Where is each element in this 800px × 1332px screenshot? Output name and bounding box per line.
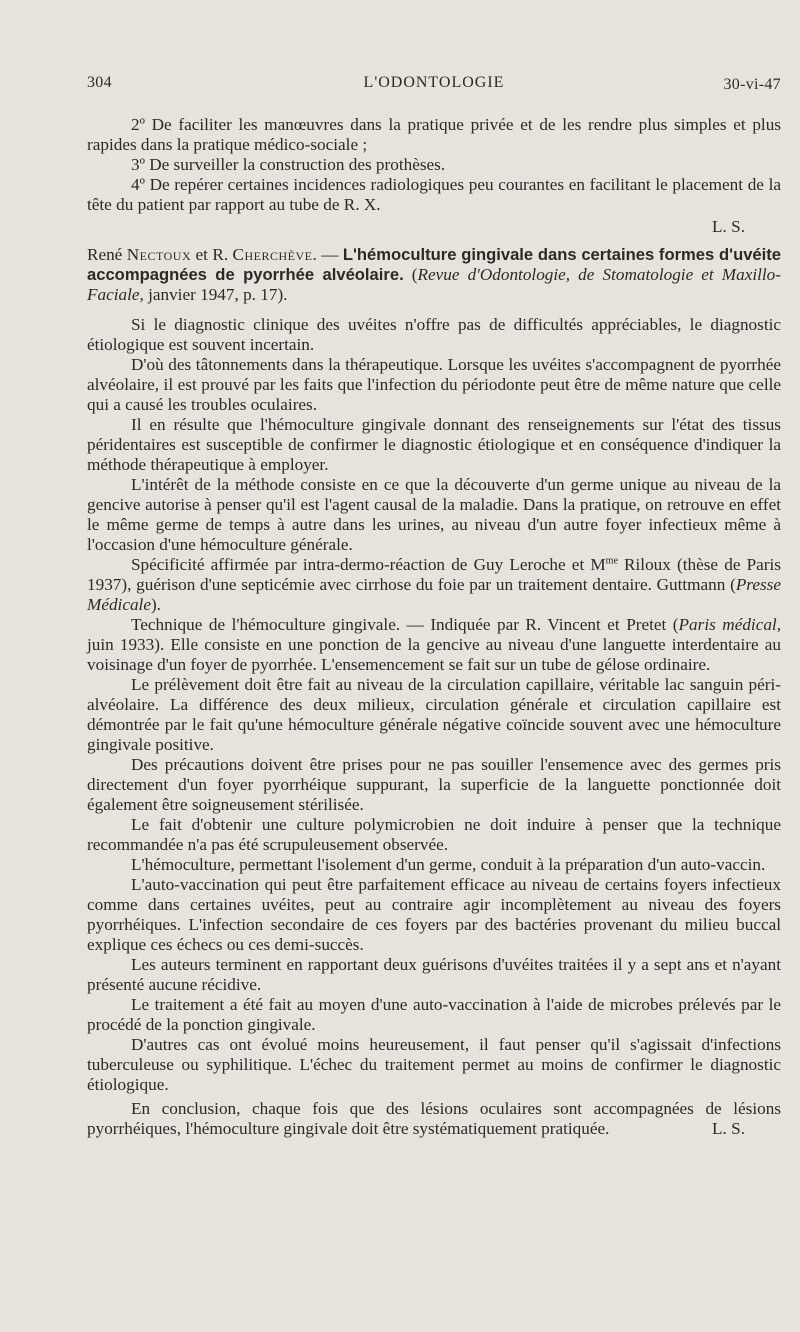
- article-title: L'hémoculture gingivale dans certaines formes d'uvéite accompagnées de pyorrhée alvéolaire.: [87, 245, 782, 284]
- paragraph: L'hémoculture, permettant l'isolement d'un germe, conduit à la préparation d'un auto-vaccin.: [131, 855, 766, 874]
- p5-part-b: Riloux (thèse de Paris 1937), guérison d'une septicémie avec cirrhose du foie par un traitement dentaire. Guttmann (: [87, 555, 781, 594]
- paragraph: Les auteurs terminent en rapportant deux guérisons d'uvéites traitées il y a sept ans et n'ayant présenté aucune récidive.: [87, 955, 781, 994]
- paragraph: Des précautions doivent être prises pour ne pas souiller l'ensemence avec des germes pris directement d'un foyer pyorrhéique suppurant, la superficie de la languette ponctionnée doit également être soigneusement stérilisée.: [87, 755, 781, 814]
- paragraph: L'auto-vaccination qui peut être parfaitement efficace au niveau de certains foyers infectieux comme dans certaines uvéites, peut au contraire agir incomplètement au niveau des foyers pyorrhéiques. L'infection secondaire de ces foyers par des bactéries provenant du milieu buccal explique ces échecs ou ces demi-succès.: [87, 875, 781, 954]
- source-open: (: [403, 265, 418, 284]
- paragraph: Le prélèvement doit être fait au niveau de la circulation capillaire, véritable lac sanguin péri-alvéolaire. La différence des deux milieux, circulation générale et circulation capillaire est démontrée par le fait qu'une hémoculture générale négative coïncide souvent avec une hémoculture gingivale positive.: [87, 675, 781, 754]
- author-initials: L. S.: [712, 217, 745, 236]
- citation-separator: . —: [312, 245, 343, 264]
- p6-part-a: Technique de l'hémoculture gingivale. — Indiquée par R. Vincent et Pretet (: [131, 615, 679, 634]
- p6-italic-source: Paris médical,: [678, 615, 781, 634]
- author1-last: Nectoux: [126, 245, 192, 264]
- p5-superscript: me: [605, 555, 618, 567]
- paragraph: D'autres cas ont évolué moins heureusement, il faut penser qu'il s'agissait d'infections tuberculeuse ou syphilitique. L'échec du traitement permet au moins de confirmer le diagnostic étiologique.: [87, 1035, 781, 1094]
- journal-title: L'ODONTOLOGIE: [363, 74, 505, 91]
- author-connector: et: [195, 245, 208, 264]
- paragraph: Si le diagnostic clinique des uvéites n'offre pas de difficultés appréciables, le diagnostic étiologique est souvent incertain.: [87, 315, 781, 354]
- author1-first: René: [87, 245, 123, 264]
- p5-part-c: ).: [150, 595, 161, 614]
- author2-first: R.: [212, 245, 229, 264]
- author-initials: L. S.: [712, 1119, 745, 1138]
- paragraph: [87, 555, 781, 615]
- paragraph: [87, 1099, 781, 1139]
- paragraph: [87, 615, 781, 675]
- review-citation: [87, 245, 781, 305]
- source-details: janvier 1947, p. 17).: [143, 285, 288, 304]
- p5-italic-source: Presse Médicale: [87, 575, 781, 614]
- paragraph: L'intérêt de la méthode consiste en ce que la découverte d'un germe unique au niveau de la gencive autorise à penser qu'il est l'agent causal de la maladie. Dans la pratique, on retrouve en effet le même germe de temps à autre dans les urines, au niveau d'un autre foyer infectieux même à l'occasion d'une hémoculture générale.: [87, 475, 781, 554]
- paragraph: Le fait d'obtenir une culture polymicrobien ne doit induire à penser que la technique recommandée n'a pas été scrupuleusement observée.: [87, 815, 781, 854]
- page-number: 304: [87, 74, 112, 91]
- list-item: 4º De repérer certaines incidences radiologiques peu courantes en facilitant le placement de la tête du patient par rapport au tube de R. X.: [87, 175, 781, 214]
- p5-part-a: Spécificité affirmée par intra-dermo-réaction de Guy Leroche et M: [131, 555, 606, 574]
- p15-text: En conclusion, chaque fois que des lésions oculaires sont accompagnées de lésions pyorrhéiques, l'hémoculture gingivale doit être systématiquement pratiquée.: [87, 1099, 781, 1138]
- running-header: [87, 74, 781, 96]
- p6-part-b: juin 1933). Elle consiste en une ponction de la gencive au niveau d'une languette interdentaire au voisinage d'un foyer de pyorrhée. L'ensemencement se fait sur un tube de gélose ordinaire.: [87, 635, 781, 674]
- paragraph: Le traitement a été fait au moyen d'une auto-vaccination à l'aide de microbes prélevés par le procédé de la ponction gingivale.: [87, 995, 781, 1034]
- author2-last: Cherchève: [232, 245, 313, 264]
- issue-date: 30-vi-47: [723, 76, 781, 93]
- paragraph: Il en résulte que l'hémoculture gingivale donnant des renseignements sur l'état des tissus péridentaires est susceptible de confirmer le diagnostic étiologique et en conséquence d'indiquer la méthode thérapeutique à employer.: [87, 415, 781, 474]
- source-journal: Revue d'Odontologie, de Stomatologie et Maxillo-Faciale,: [87, 265, 781, 304]
- paragraph: D'où des tâtonnements dans la thérapeutique. Lorsque les uvéites s'accompagnent de pyorrhée alvéolaire, il est prouvé par les faits que l'infection du périodonte peut être de même nature que celle qui a causé les troubles oculaires.: [87, 355, 781, 414]
- page-body: [87, 115, 781, 1139]
- list-item: 2º De faciliter les manœuvres dans la pratique privée et de les rendre plus simples et plus rapides dans la pratique médico-sociale ;: [87, 115, 781, 154]
- list-item: 3º De surveiller la construction des prothèses.: [131, 155, 446, 174]
